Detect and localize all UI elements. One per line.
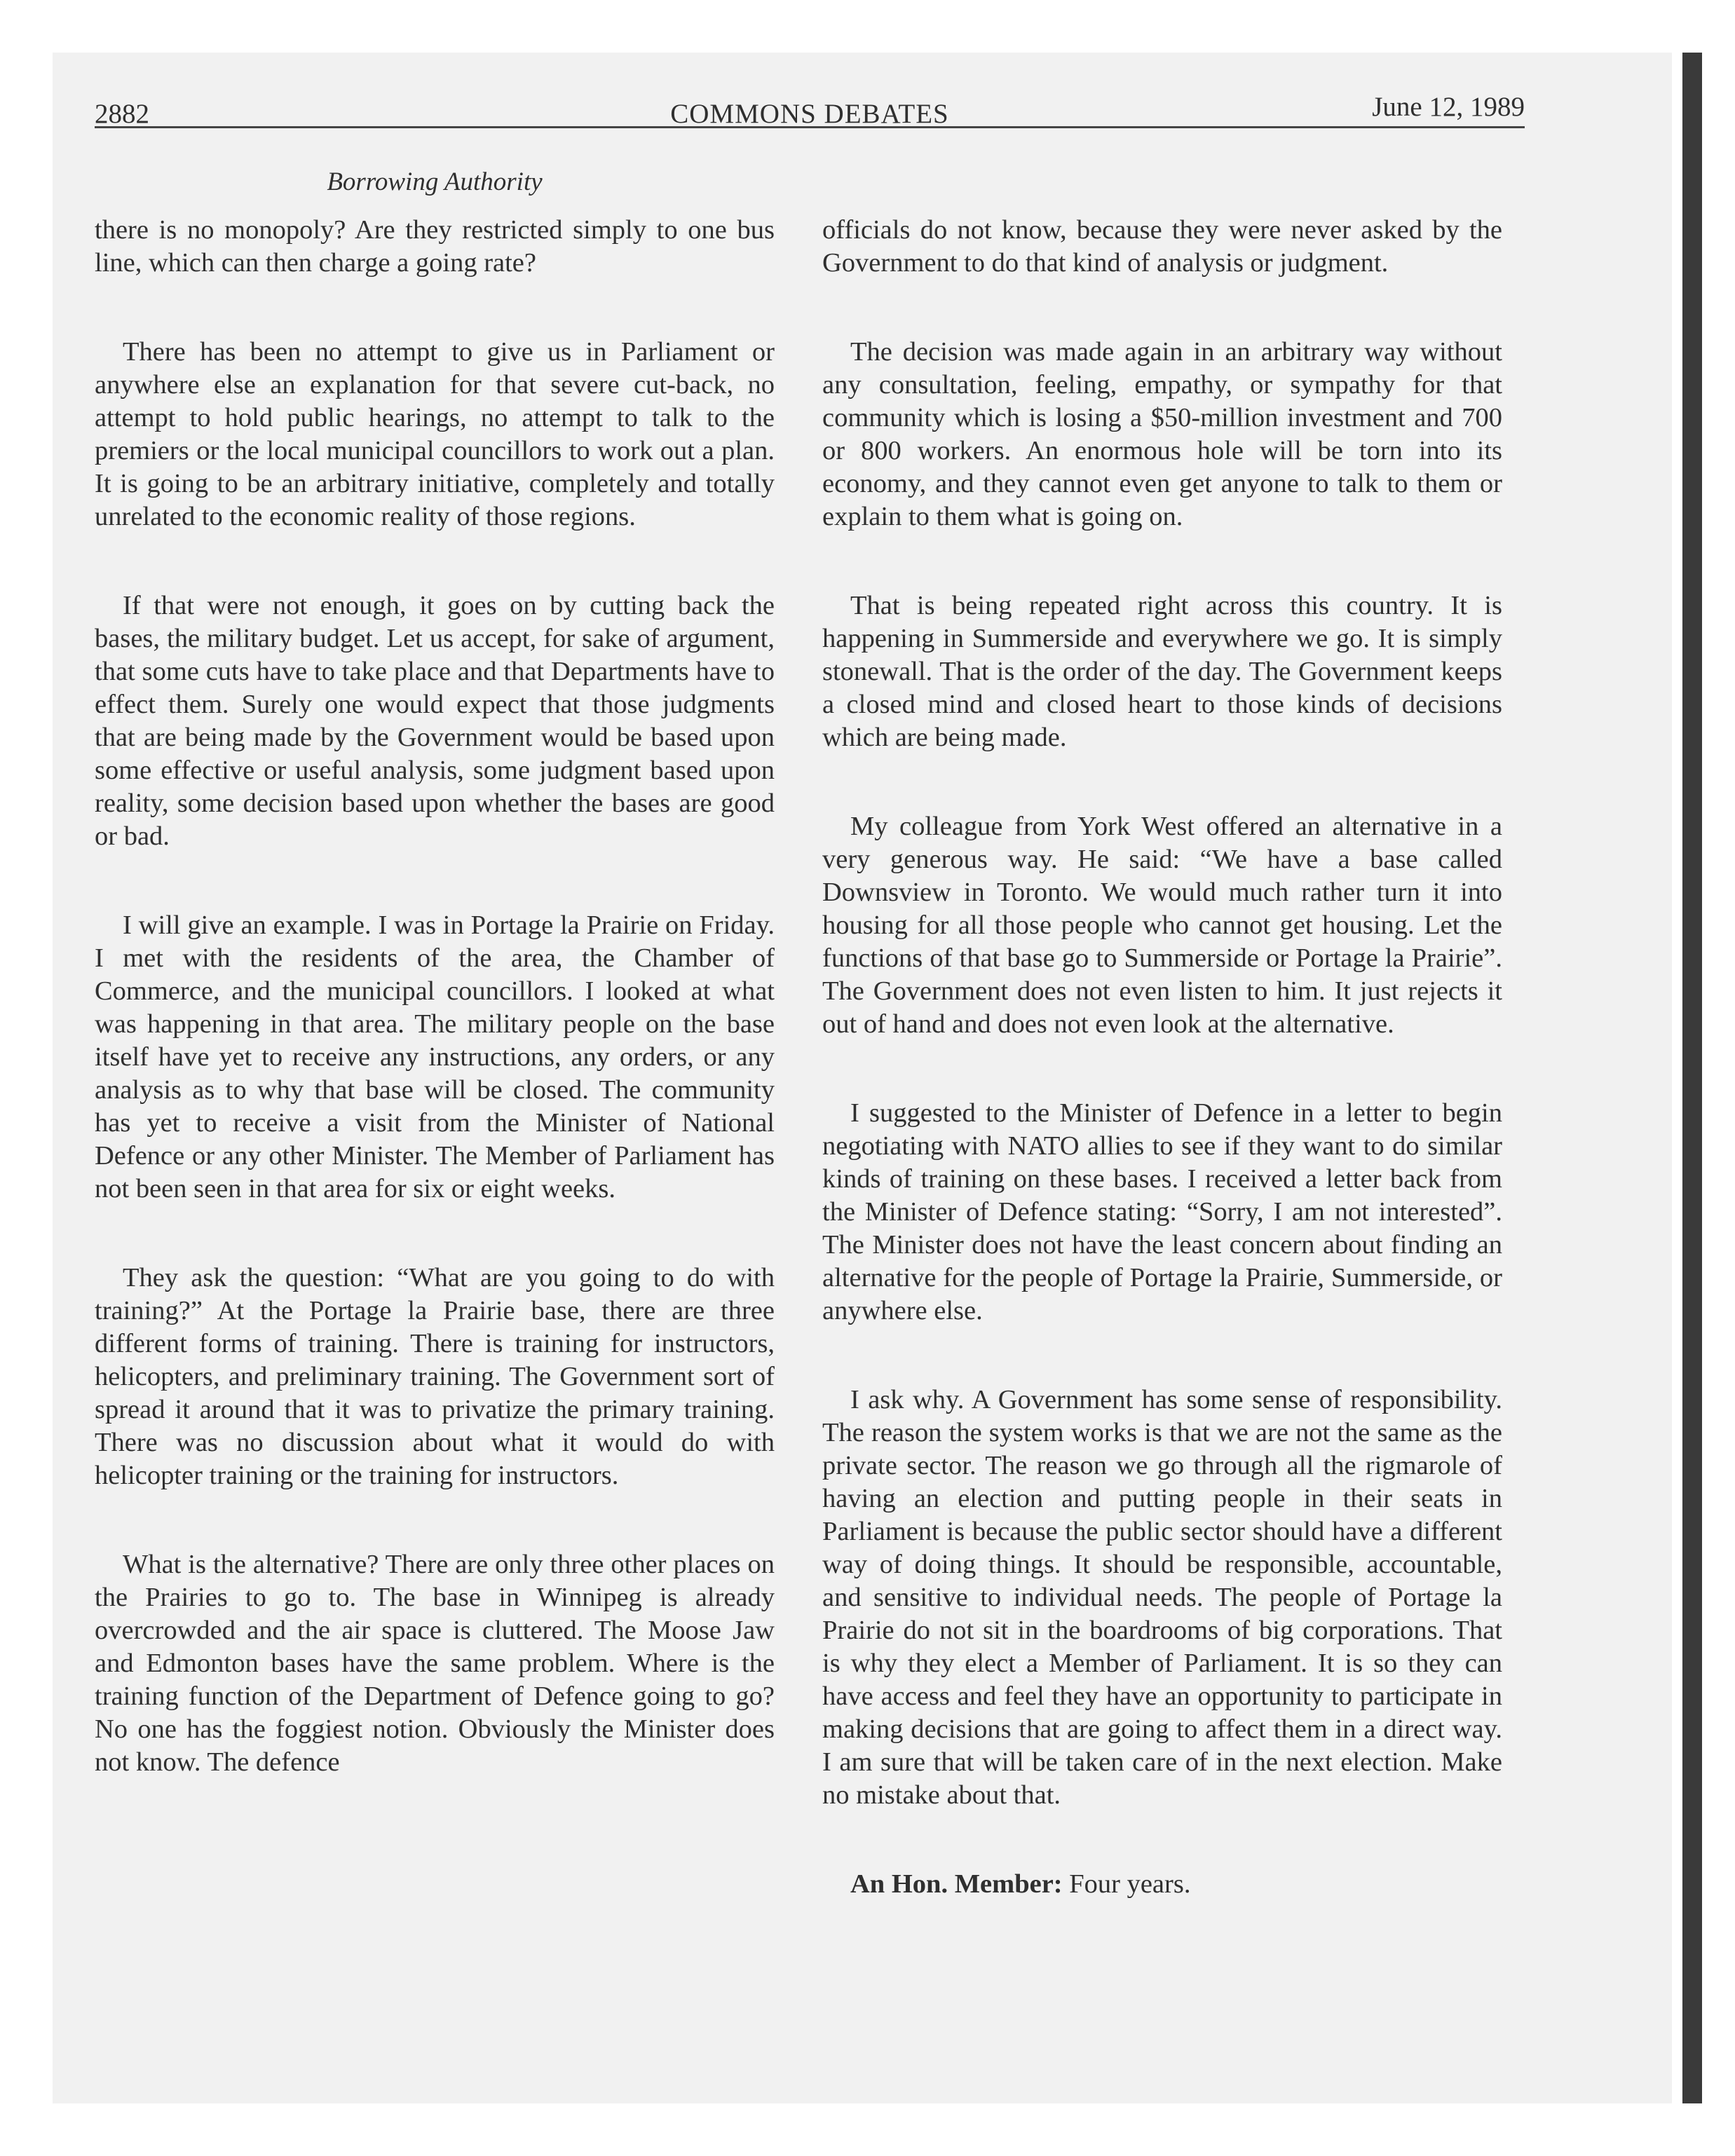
paragraph: officials do not know, because they were never asked by the Government to do that kind of analysis or judgment. bbox=[822, 215, 1502, 278]
paragraph: I will give an example. I was in Portage la Prairie on Friday. I met with the residents of the area, the Chamber of Commerce, and the municipal councillors. I looked at what was happening in that area. The military people on the base itself have yet to receive any instructions, any orders, or any analysis as to why that base will be closed. The community has yet to receive a visit from the Minister of National Defence or any other Minister. The Member of Parliament has not been seen in that area for six or eight weeks. bbox=[95, 910, 775, 1203]
right-column bbox=[822, 214, 1502, 1957]
speaker-name: An Hon. Member: bbox=[850, 1869, 1063, 1899]
paragraph: I ask why. A Government has some sense of responsibility. The reason the system works is that we are not the same as the private sector. The reason we go through all the rigmarole of having an election and putting people in their seats in Parliament is because the public sector should have a different way of doing things. It should be responsible, accountable, and sensitive to individual needs. The people of Portage la Prairie do not sit in the boardrooms of big corporations. That is why they elect a Member of Parliament. It is so they can have access and feel they have an opportunity to participate in making decisions that are going to affect them in a direct way. I am sure that will be taken care of in the next election. Make no mistake about that. bbox=[822, 1385, 1502, 1810]
interjection-text: Four years. bbox=[1069, 1869, 1191, 1899]
paragraph: there is no monopoly? Are they restricted simply to one bus line, which can then charge a going rate? bbox=[95, 215, 775, 278]
left-column bbox=[95, 214, 775, 1835]
paragraph: The decision was made again in an arbitrary way without any consultation, feeling, empathy, or sympathy for that community which is losing a $50-million investment and 700 or 800 workers. An enormous hole will be torn into its economy, and they cannot even get anyone to talk to them or explain to them what is going on. bbox=[822, 337, 1502, 531]
paragraph: My colleague from York West offered an alternative in a very generous way. He said: “We have a base called Downsview in Toronto. We would much rather turn it into housing for all those people who cannot get housing. Let the functions of that base go to Summerside or Portage la Prairie”. The Government does not even listen to him. It just rejects it out of hand and does not even look at the alternative. bbox=[822, 812, 1502, 1039]
paragraph: I suggested to the Minister of Defence in a letter to begin negotiating with NATO allies to see if they want to do similar kinds of training on these bases. I received a letter back from the Minister of Defence stating: “Sorry, I am not interested”. The Minister does not have the least concern about finding an alternative for the people of Portage la Prairie, Summerside, or anywhere else. bbox=[822, 1098, 1502, 1325]
paragraph: There has been no attempt to give us in Parliament or anywhere else an explanation for that severe cut-back, no attempt to hold public hearings, no attempt to talk to the premiers or the local municipal councillors to work out a plan. It is going to be an arbitrary initiative, completely and totally unrelated to the economic reality of those regions. bbox=[95, 337, 775, 531]
publication-title: COMMONS DEBATES bbox=[670, 99, 949, 129]
interjection bbox=[822, 1868, 1502, 1901]
paragraph: What is the alternative? There are only three other places on the Prairies to go to. The base in Winnipeg is already overcrowded and the air space is cluttered. The Moose Jaw and Edmonton bases have the same problem. Where is the training function of the Department of Defence going to go? No one has the foggiest notion. Obviously the Minister does not know. The defence bbox=[95, 1550, 775, 1777]
header-date: June 12, 1989 bbox=[1372, 92, 1525, 122]
page-header bbox=[95, 84, 1525, 128]
paragraph: If that were not enough, it goes on by cutting back the bases, the military budget. Let us accept, for sake of argument, that some cuts have to take place and that Departments have to effect them. Surely one would expect that those judgments that are being made by the Government would be based upon some effective or useful analysis, some judgment based upon reality, some decision based upon whether the bases are good or bad. bbox=[95, 591, 775, 851]
binding-edge bbox=[1682, 53, 1702, 2103]
page-number: 2882 bbox=[95, 99, 149, 129]
paragraph: They ask the question: “What are you going to do with training?” At the Portage la Prairie base, there are three different forms of training. There is training for instructors, helicopters, and preliminary training. The Government sort of spread it around that it was to privatize the primary training. There was no discussion about what it would do with helicopter training or the training for instructors. bbox=[95, 1263, 775, 1490]
running-head: Borrowing Authority bbox=[327, 168, 543, 196]
paragraph: That is being repeated right across this country. It is happening in Summerside and everywhere we go. It is simply stonewall. That is the order of the day. The Government keeps a closed mind and closed heart to those kinds of decisions which are being made. bbox=[822, 591, 1502, 752]
